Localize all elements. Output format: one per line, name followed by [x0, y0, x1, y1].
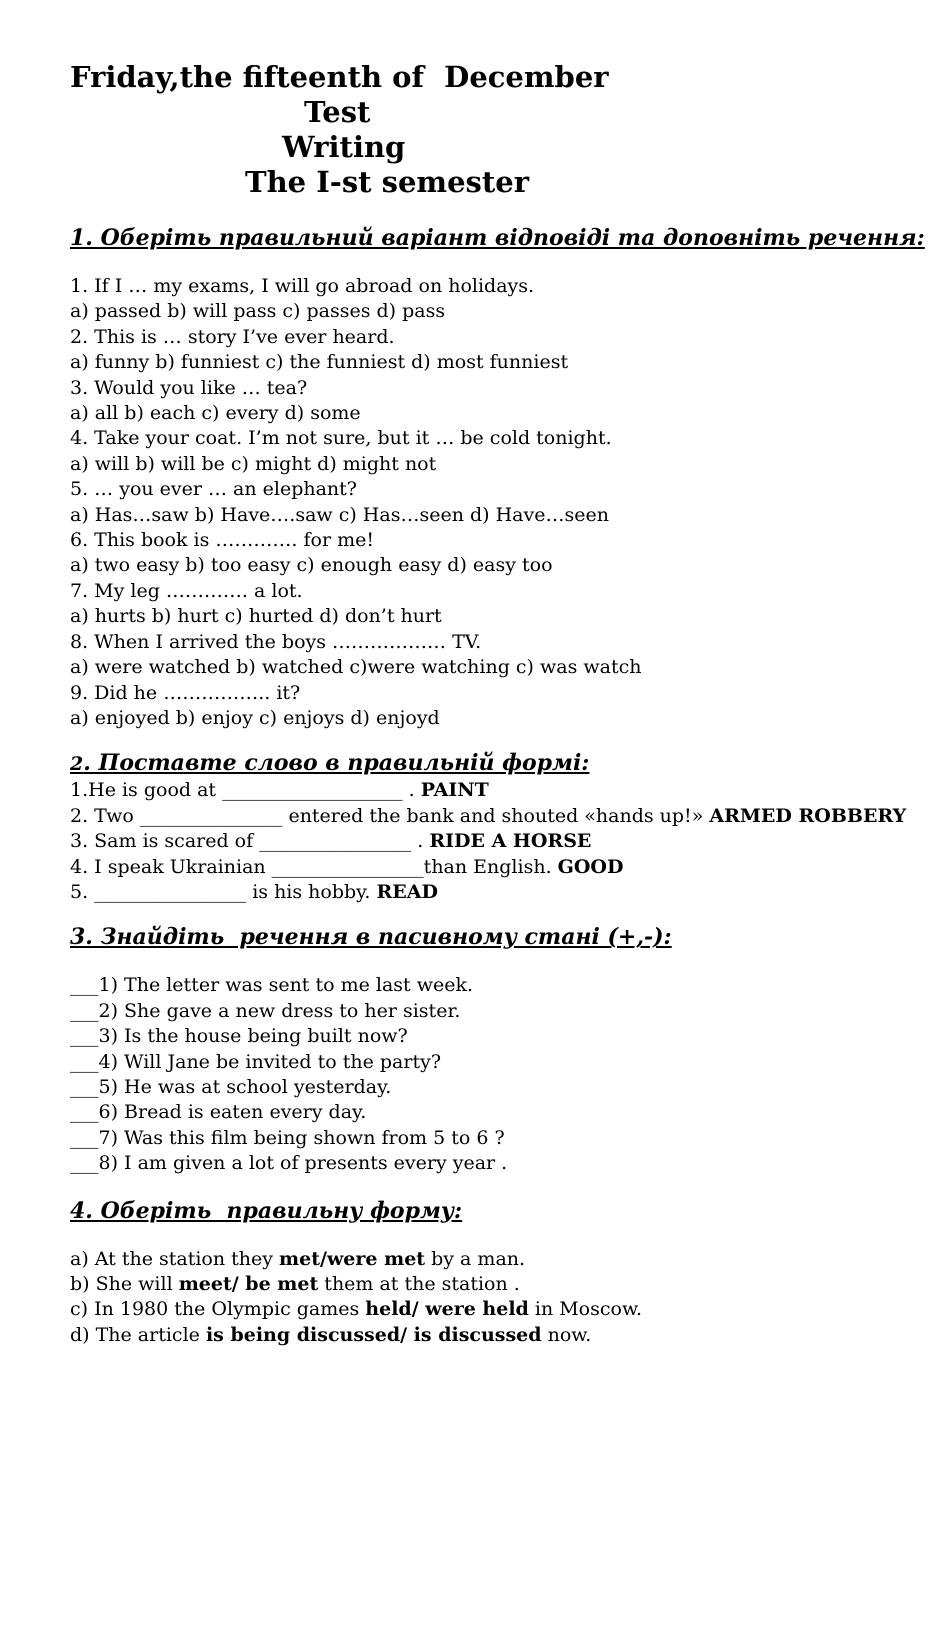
passive-sentence: ___3) Is the house being built now?: [70, 1025, 408, 1048]
options-line: a) enjoyed b) enjoy c) enjoys d) enjoyd: [70, 706, 440, 729]
section-2-heading-text: . Поставте слово в правильній формі:: [83, 750, 590, 777]
word-form-sentence: 1.He is good at ___________________ .: [70, 779, 421, 802]
section-4-heading: 4. Оберіть правильну форму:: [70, 1197, 463, 1224]
passive-sentence: ___4) Will Jane be invited to the party?: [70, 1050, 442, 1073]
options-line: a) two easy b) too easy c) enough easy d) easy too: [70, 554, 553, 577]
form-choice-pre: b) She will: [70, 1273, 179, 1295]
word-form-item: [70, 829, 930, 854]
form-choice-post: now.: [541, 1323, 592, 1346]
passive-sentence: ___7) Was this film being shown from 5 to 6 ?: [70, 1126, 505, 1149]
word-form-sentence: 3. Sam is scared of ________________ .: [70, 830, 430, 853]
question-line: 2. This is … story I’ve ever heard.: [70, 325, 395, 348]
passive-sentence: ___5) He was at school yesterday.: [70, 1075, 392, 1098]
date-title: Friday,the fifteenth of December: [70, 60, 609, 94]
section-1-heading: 1. Оберіть правильний варіант відповіді та доповніть речення:: [70, 225, 925, 251]
question-line: 9. Did he …………….. it?: [70, 681, 301, 704]
question-line: 7. My leg …………. a lot.: [70, 579, 303, 602]
question-line: 4. Take your coat. I’m not sure, but it … be cold tonight.: [70, 427, 612, 450]
passive-sentence: ___1) The letter was sent to me last week.: [70, 974, 474, 997]
worksheet-header: [70, 60, 930, 200]
passive-sentence: ___8) I am given a lot of presents every year .: [70, 1152, 508, 1175]
question-line: 5. … you ever … an elephant?: [70, 478, 357, 501]
options-line: a) funny b) funniest c) the funniest d) most funniest: [70, 351, 569, 374]
options-line: a) Has…saw b) Have….saw c) Has…seen d) Have…seen: [70, 503, 609, 526]
section-3-sentences: [70, 973, 930, 1176]
options-line: a) all b) each c) every d) some: [70, 402, 361, 425]
form-choice-post: in Moscow.: [528, 1298, 642, 1321]
form-choice-options: is being discussed/ is discussed: [205, 1323, 542, 1346]
form-choice-item: [70, 1297, 930, 1322]
form-choice-options: meet/ be met: [178, 1273, 319, 1295]
options-line: a) passed b) will pass c) passes d) pass: [70, 300, 446, 323]
form-choice-item: [70, 1323, 930, 1348]
test-title: Test: [304, 95, 371, 129]
form-choice-options: met/were met: [279, 1247, 426, 1270]
word-form-keyword: GOOD: [557, 855, 624, 878]
form-choice-item: [70, 1272, 930, 1297]
options-line: a) were watched b) watched c)were watching c) was watch: [70, 656, 642, 679]
word-form-item: [70, 855, 930, 880]
form-choice-pre: a) At the station they: [70, 1247, 280, 1270]
word-form-keyword: READ: [376, 880, 438, 903]
word-form-sentence: 2. Two _______________ entered the bank and shouted «hands up!»: [70, 804, 710, 827]
question-line: 1. If I … my exams, I will go abroad on holidays.: [70, 275, 535, 297]
section-4-items: [70, 1247, 930, 1349]
section-3-heading: 3. Знайдіть речення в пасивному стані (+,-):: [70, 924, 672, 951]
form-choice-item: [70, 1247, 930, 1272]
question-line: 8. When I arrived the boys ……………… TV.: [70, 630, 482, 653]
word-form-item: [70, 880, 930, 905]
form-choice-pre: d) The article: [70, 1323, 206, 1346]
passive-sentence: ___6) Bread is eaten every day.: [70, 1101, 367, 1124]
worksheet-page: [70, 60, 930, 1348]
question-line: 6. This book is …………. for me!: [70, 529, 374, 552]
form-choice-post: them at the station .: [318, 1273, 520, 1295]
word-form-keyword: RIDE A HORSE: [429, 830, 592, 853]
word-form-sentence: 4. I speak Ukrainian ________________than English.: [70, 855, 558, 878]
semester-title: The I-st semester: [245, 165, 529, 199]
options-line: a) hurts b) hurt c) hurted d) don’t hurt: [70, 605, 442, 628]
skill-title: Writing: [282, 130, 406, 164]
word-form-sentence: 5. ________________ is his hobby.: [70, 880, 377, 903]
options-line: a) will b) will be c) might d) might not: [70, 452, 437, 475]
word-form-item: [70, 778, 930, 803]
section-2-heading: [70, 749, 930, 778]
section-1-questions: [70, 274, 930, 731]
word-form-item: [70, 804, 930, 829]
word-form-keyword: PAINT: [420, 779, 489, 802]
form-choice-pre: c) In 1980 the Olympic games: [70, 1298, 366, 1321]
section-2-items: [70, 778, 930, 905]
question-line: 3. Would you like … tea?: [70, 376, 308, 399]
section-2-number: 2: [70, 753, 84, 776]
passive-sentence: ___2) She gave a new dress to her sister.: [70, 999, 461, 1022]
word-form-keyword: ARMED ROBBERY: [709, 804, 907, 827]
form-choice-options: held/ were held: [365, 1298, 529, 1321]
form-choice-post: by a man.: [425, 1247, 526, 1270]
